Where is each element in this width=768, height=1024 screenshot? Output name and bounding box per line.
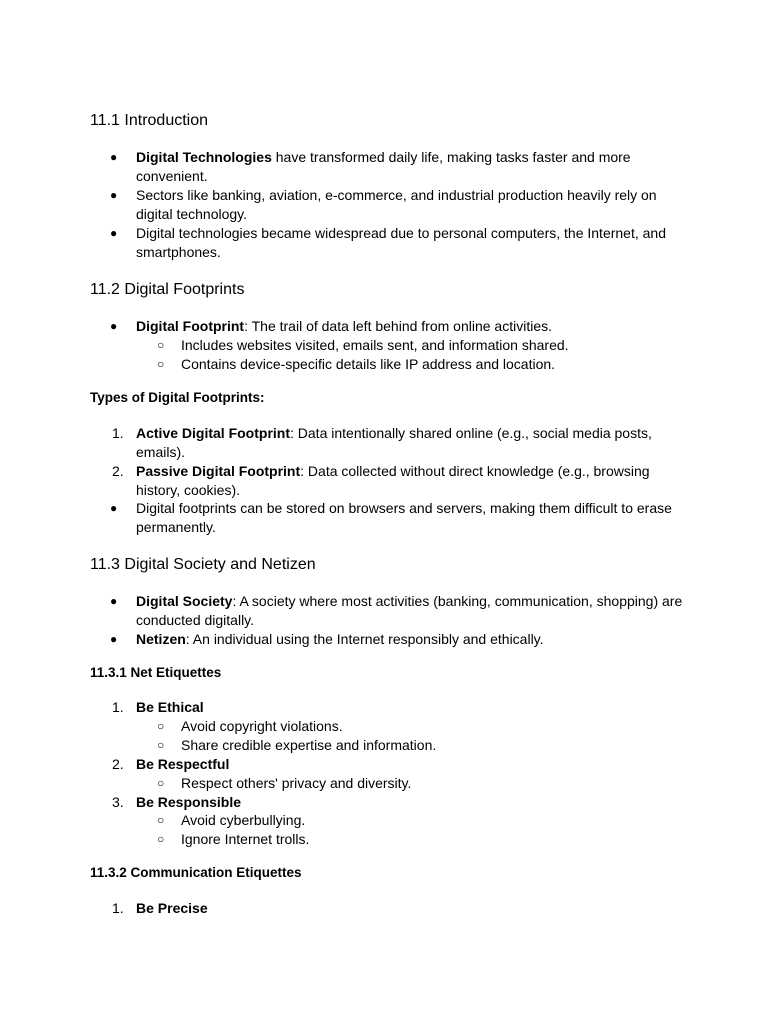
circle-bullet-icon: ○: [157, 738, 165, 752]
list-item: [110, 186, 696, 224]
item-text: have transformed daily life, making tasks faster and more convenient.: [136, 149, 631, 184]
bullet-icon: ●: [110, 501, 118, 515]
item-number: 1.: [112, 900, 124, 916]
sub-list-item: [157, 830, 701, 849]
item-number: 2.: [112, 756, 124, 772]
section-heading-digital-society: 11.3 Digital Society and Netizen: [90, 556, 316, 573]
list-item: [110, 317, 696, 336]
item-number: 1.: [112, 699, 124, 715]
item-label: Be Ethical: [136, 699, 204, 715]
bullet-icon: ●: [110, 188, 118, 202]
item-text: Share credible expertise and information.: [181, 737, 437, 753]
bullet-icon: ●: [110, 632, 118, 646]
item-text: Sectors like banking, aviation, e-commerce, and industrial production heavily rely on digital technology.: [136, 187, 657, 222]
circle-bullet-icon: ○: [157, 813, 165, 827]
item-text: Ignore Internet trolls.: [181, 831, 310, 847]
item-text: : Data collected without direct knowledge (e.g., browsing history, cookies).: [136, 463, 650, 498]
numbered-item: [112, 462, 696, 500]
sub-list-item: [157, 717, 701, 736]
item-text: Respect others' privacy and diversity.: [181, 775, 412, 791]
circle-bullet-icon: ○: [157, 832, 165, 846]
circle-bullet-icon: ○: [157, 357, 165, 371]
item-number: 3.: [112, 794, 124, 810]
sub-list-item: [157, 811, 701, 830]
item-term: Active Digital Footprint: [136, 425, 290, 441]
item-number: 2.: [112, 463, 124, 479]
sub-list-item: [157, 774, 701, 793]
section-heading-introduction: 11.1 Introduction: [90, 112, 209, 129]
item-text: Digital technologies became widespread due to personal computers, the Internet, and smartphones.: [136, 225, 666, 260]
circle-bullet-icon: ○: [157, 338, 165, 352]
numbered-item: [112, 424, 696, 462]
list-item: [110, 224, 696, 262]
item-text: Contains device-specific details like IP address and location.: [181, 356, 556, 372]
bullet-icon: ●: [110, 150, 118, 164]
circle-bullet-icon: ○: [157, 719, 165, 733]
item-term: Digital Footprint: [136, 318, 245, 334]
item-term: Netizen: [136, 631, 186, 647]
item-label: Be Precise: [136, 900, 208, 916]
subheading-types-of-footprints: Types of Digital Footprints:: [90, 390, 265, 405]
item-text: : The trail of data left behind from online activities.: [244, 318, 552, 334]
item-text: : An individual using the Internet responsibly and ethically.: [185, 631, 544, 647]
item-term: Digital Technologies: [136, 149, 272, 165]
item-label: Be Responsible: [136, 794, 242, 810]
item-text: Avoid cyberbullying.: [181, 812, 306, 828]
list-item: [110, 592, 696, 630]
sub-list-item: [157, 736, 701, 755]
numbered-item: [112, 793, 696, 812]
sub-list-item: [157, 355, 701, 374]
circle-bullet-icon: ○: [157, 776, 165, 790]
numbered-item: [112, 698, 696, 717]
subheading-communication-etiquettes: 11.3.2 Communication Etiquettes: [90, 865, 302, 880]
item-number: 1.: [112, 425, 124, 441]
item-label: Be Respectful: [136, 756, 230, 772]
item-text: Avoid copyright violations.: [181, 718, 343, 734]
item-term: Digital Society: [136, 593, 233, 609]
bullet-icon: ●: [110, 594, 118, 608]
item-text: Digital footprints can be stored on browsers and servers, making them difficult to erase permanently.: [136, 500, 672, 535]
item-text: : Data intentionally shared online (e.g., social media posts, emails).: [136, 425, 652, 460]
item-text: : A society where most activities (banking, communication, shopping) are conducted digitally.: [136, 593, 683, 628]
subheading-net-etiquettes: 11.3.1 Net Etiquettes: [90, 665, 222, 680]
bullet-icon: ●: [110, 319, 118, 333]
section-heading-digital-footprints: 11.2 Digital Footprints: [90, 281, 245, 298]
list-item: [110, 630, 696, 649]
list-item: [110, 148, 696, 186]
item-text: Includes websites visited, emails sent, and information shared.: [181, 337, 569, 353]
sub-list-item: [157, 336, 701, 355]
bullet-icon: ●: [110, 226, 118, 240]
item-term: Passive Digital Footprint: [136, 463, 301, 479]
list-item: [110, 499, 696, 537]
numbered-item: [112, 899, 696, 918]
numbered-item: [112, 755, 696, 774]
